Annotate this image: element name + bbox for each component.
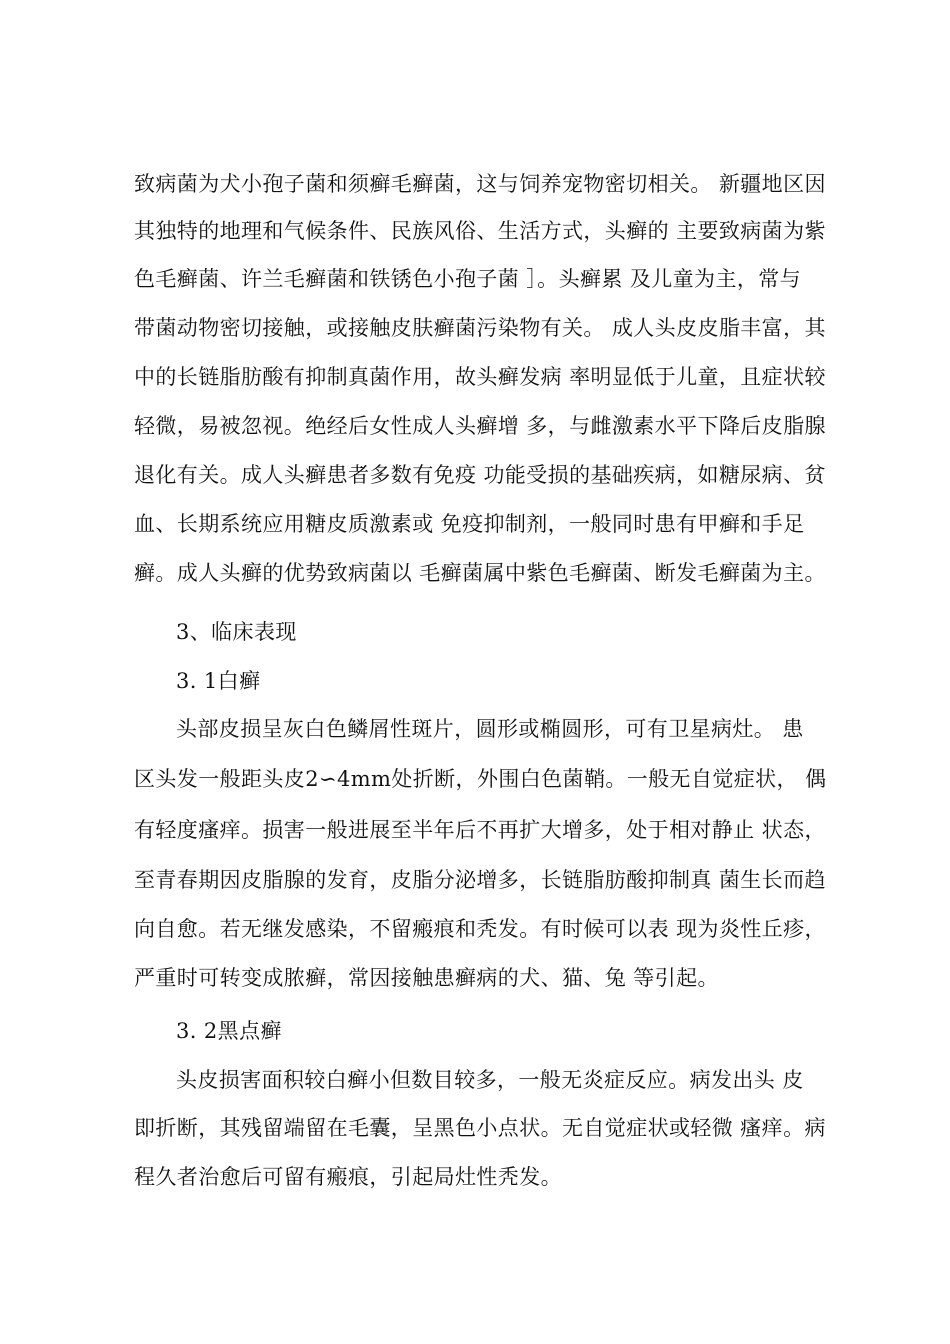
section-heading: 3、临床表现 <box>176 620 297 644</box>
paragraph-1-line: 癣。成人头癣的优势致病菌以 毛癣菌属中紫色毛癣菌、断发毛癣菌为主。 <box>134 561 826 585</box>
paragraph-1-line: 其独特的地理和气候条件、民族风俗、生活方式，头癣的 主要致病菌为紫 <box>134 219 826 243</box>
paragraph-2-line: 头部皮损呈灰白色鳞屑性斑片，圆形或椭圆形，可有卫星病灶。 患 <box>176 717 804 741</box>
paragraph-2-line: 有轻度瘙痒。损害一般进展至半年后不再扩大增多，处于相对静止 状态， <box>134 818 826 842</box>
paragraph-1-line: 轻微，易被忽视。绝经后女性成人头癣增 多，与雌激素水平下降后皮脂腺 <box>134 414 826 438</box>
paragraph-1-line: 色毛癣菌、许兰毛癣菌和铁锈色小孢子菌 ］。头癣累 及儿童为主，常与 <box>134 267 802 291</box>
paragraph-2-line: 区头发一般距头皮2∽4mm处折断，外围白色菌鞘。一般无自觉症状， 偶 <box>134 767 827 791</box>
paragraph-2-line: 严重时可转变成脓癣，常因接触患癣病的犬、猫、兔 等引起。 <box>134 966 719 990</box>
paragraph-1-line: 致病菌为犬小孢子菌和须癣毛癣菌，这与饲养宠物密切相关。 新疆地区因 <box>134 172 826 196</box>
paragraph-3-line: 即折断，其残留端留在毛囊，呈黑色小点状。无自觉症状或轻微 瘙痒。病 <box>134 1116 826 1140</box>
subsection-heading: 3. 1白癣 <box>176 669 261 693</box>
paragraph-3-line: 程久者治愈后可留有瘢痕，引起局灶性秃发。 <box>134 1165 562 1189</box>
subsection-heading: 3. 2黑点癣 <box>176 1019 282 1043</box>
paragraph-3-line: 头皮损害面积较白癣小但数目较多，一般无炎症反应。病发出头 皮 <box>176 1068 804 1092</box>
paragraph-1-line: 血、长期系统应用糖皮质激素或 免疫抑制剂，一般同时患有甲癣和手足 <box>134 512 805 536</box>
paragraph-2-line: 至青春期因皮脂腺的发育，皮脂分泌增多，长链脂肪酸抑制真 菌生长而趋 <box>134 868 826 892</box>
paragraph-1-line: 带菌动物密切接触，或接触皮肤癣菌污染物有关。 成人头皮皮脂丰富，其 <box>134 316 826 340</box>
paragraph-1-line: 中的长链脂肪酸有抑制真菌作用，故头癣发病 率明显低于儿童，且症状较 <box>134 365 826 389</box>
paragraph-1-line: 退化有关。成人头癣患者多数有免疫 功能受损的基础疾病，如糖尿病、贫 <box>134 463 826 487</box>
paragraph-2-line: 向自愈。若无继发感染，不留瘢痕和秃发。有时候可以表 现为炎性丘疹， <box>134 917 826 941</box>
